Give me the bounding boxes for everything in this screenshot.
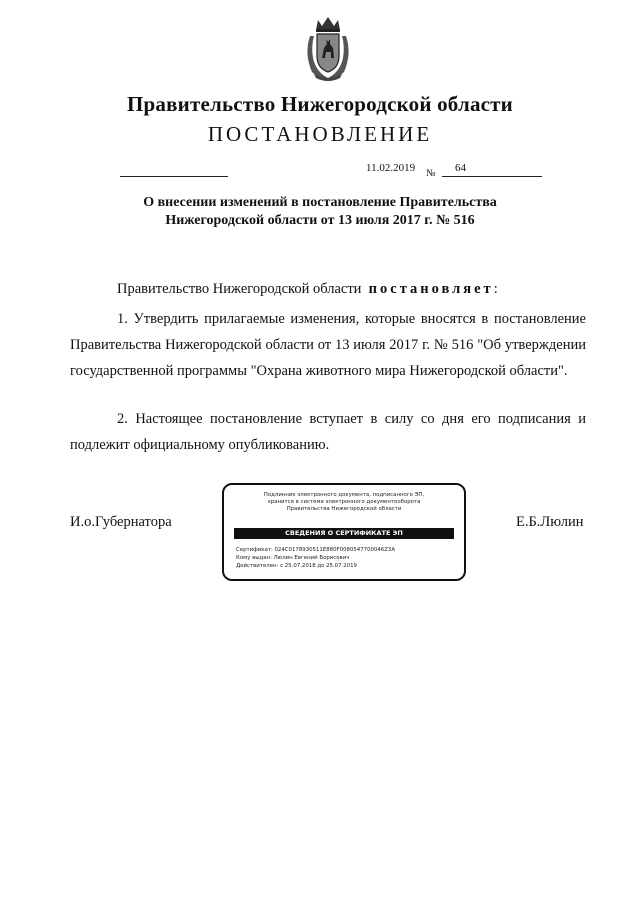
stamp-title-bar: СВЕДЕНИЯ О СЕРТИФИКАТЕ ЭП	[234, 528, 454, 539]
coat-of-arms-icon	[300, 14, 356, 82]
resolution-intro	[117, 276, 498, 302]
stamp-details	[236, 546, 456, 570]
paragraph-2: 2. Настоящее постановление вступает в силу со дня его подписания и подлежит официальному опубликованию.	[70, 411, 586, 453]
subject-line-1: О внесении изменений в постановление Правительства	[143, 195, 497, 210]
stamp-header	[224, 492, 464, 513]
intro-prefix: Правительство Нижегородской области	[117, 281, 362, 297]
number-label: №	[426, 168, 436, 179]
date-underline	[120, 176, 228, 177]
stamp-header-line-2: хранится в системе электронного документооборота	[267, 499, 421, 505]
subject-line-2: Нижегородской области от 13 июля 2017 г. № 516	[165, 213, 475, 228]
certificate-serial: Сертификат: 024C0178930511E880F0080547700046Z3A	[236, 547, 396, 553]
signatory-name: Е.Б.Люлин	[516, 514, 584, 530]
intro-suffix: :	[493, 281, 498, 297]
document-number: 64	[455, 162, 466, 174]
paragraph-1: 1. Утвердить прилагаемые изменения, которые вносятся в постановление Правительства Нижегородской области от 13 июля 2017 г. № 516 "Об утверждении государственной программы "Охрана животного мира Нижегородской области".	[70, 311, 586, 379]
digital-signature-stamp	[222, 483, 466, 581]
document-subject	[100, 194, 540, 230]
certificate-owner: Кому выдан: Люлин Евгений Борисович	[236, 555, 350, 561]
intro-keyword: постановляет	[368, 281, 494, 297]
number-underline	[442, 176, 542, 177]
document-date: 11.02.2019	[366, 162, 416, 174]
document-type: ПОСТАНОВЛЕНИЕ	[207, 122, 433, 146]
signatory-position: И.о.Губернатора	[70, 514, 172, 530]
stamp-header-line-3: Правительства Нижегородской области	[286, 506, 402, 512]
certificate-validity: Действителен: с 25.07.2018 до 25.07.2019	[236, 563, 357, 569]
stamp-header-line-1: Подлинник электронного документа, подписанного ЭП,	[263, 492, 425, 498]
organization-title: Правительство Нижегородской области	[127, 92, 513, 116]
